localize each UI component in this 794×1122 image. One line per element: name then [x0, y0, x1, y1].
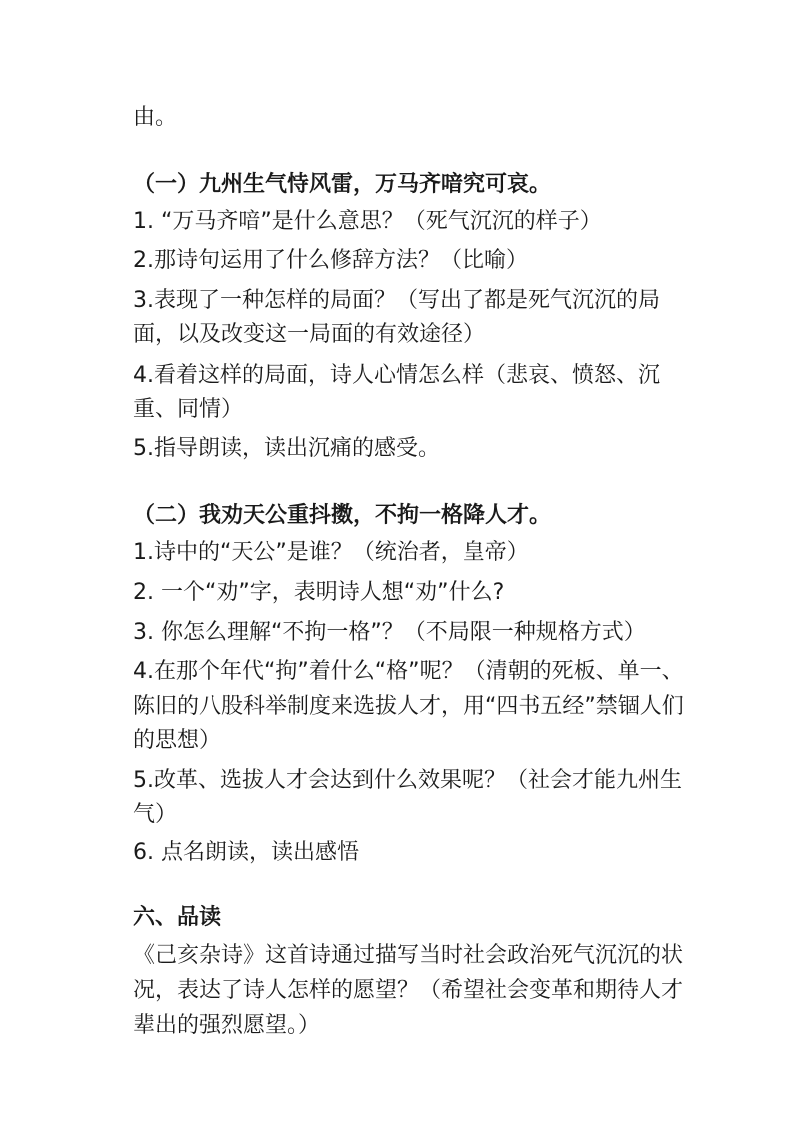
section-3-title: 六、品读 — [133, 905, 222, 930]
section-3-line-3: 辈出的强烈愿望。） — [133, 1013, 321, 1038]
section-2-heading: （二）我劝天公重抖擞，不拘一格降人才。 — [133, 503, 552, 528]
section-2-item-1: 1.诗中的“天公”是谁？（统治者，皇帝） — [133, 540, 529, 565]
section-1-item-4: 4.看着这样的局面，诗人心情怎么样（悲哀、愤怒、沉 — [133, 363, 660, 388]
section-3-line-2: 况，表达了诗人怎样的愿望？（希望社会变革和期待人才 — [133, 978, 684, 1003]
section-1-item-3: 3.表现了一种怎样的局面？（写出了都是死气沉沉的局 — [133, 288, 660, 313]
section-1-item-4-cont: 重、同情） — [133, 397, 244, 422]
section-1-heading: （一）九州生气恃风雷，万马齐喑究可哀。 — [133, 172, 552, 197]
section-2-item-4: 4.在那个年代“拘”着什么“格”呢？（清朝的死板、单一、 — [133, 659, 684, 684]
section-2-item-3: 3. 你怎么理解“不拘一格”？（不局限一种规格方式） — [133, 620, 646, 645]
section-1-item-5: 5.指导朗读，读出沉痛的感受。 — [133, 436, 440, 461]
carryover-text: 由。 — [133, 105, 178, 130]
section-1-item-2: 2.那诗句运用了什么修辞方法？（比喻） — [133, 248, 528, 273]
section-1-item-1: 1. “万马齐喑”是什么意思？（死气沉沉的样子） — [133, 209, 602, 234]
section-2-item-6: 6. 点名朗读，读出感悟 — [133, 840, 359, 865]
section-2-item-5: 5.改革、选拔人才会达到什么效果呢？（社会才能九州生 — [133, 768, 682, 793]
section-2-item-4-cont-1: 陈旧的八股科举制度来选拔人才，用“四书五经”禁锢人们 — [133, 694, 684, 719]
section-2-item-4-cont-2: 的思想） — [133, 728, 222, 753]
section-2-item-2: 2. 一个“劝”字，表明诗人想“劝”什么? — [133, 580, 505, 605]
section-2-item-5-cont: 气） — [133, 802, 178, 827]
section-1-item-3-cont: 面，以及改变这一局面的有效途径） — [133, 322, 486, 347]
section-3-line-1: 《己亥杂诗》这首诗通过描写当时社会政治死气沉沉的状 — [133, 943, 684, 968]
